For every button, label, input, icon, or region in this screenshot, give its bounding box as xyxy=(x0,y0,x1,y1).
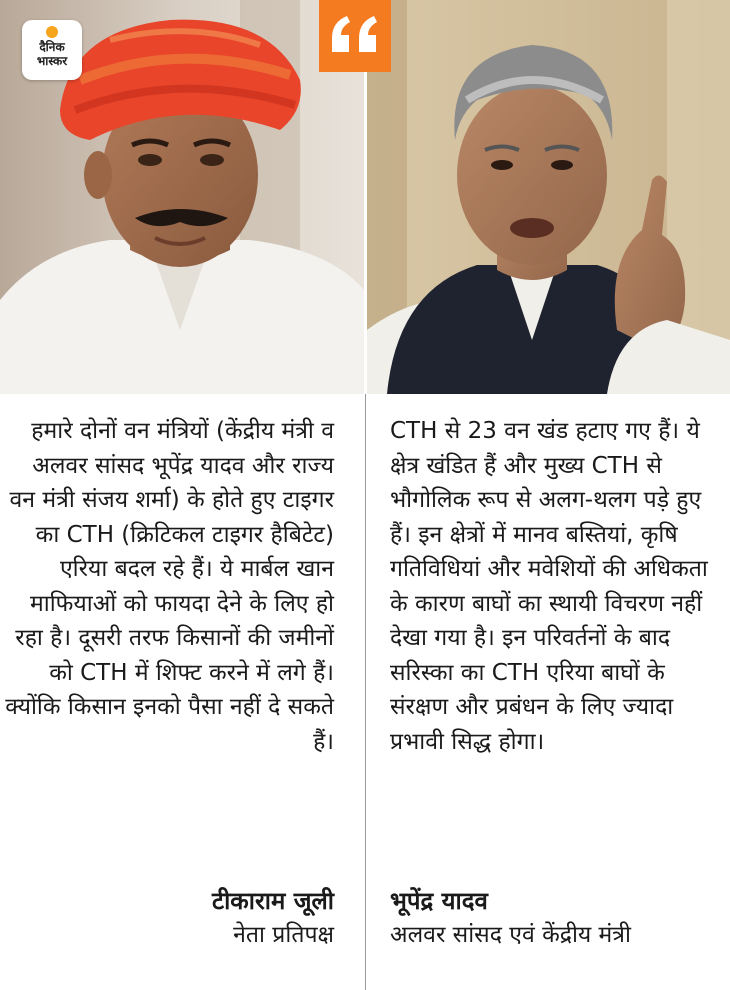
speaker-role-right: अलवर सांसद एवं केंद्रीय मंत्री xyxy=(390,922,631,948)
logo-text: दैनिक भास्कर xyxy=(36,40,68,68)
dainik-bhaskar-logo xyxy=(22,20,82,80)
photo-bhupender-yadav xyxy=(367,0,730,394)
quote-left: हमारे दोनों वन मंत्रियों (केंद्रीय मंत्री व अलवर सांसद भूपेंद्र यादव और राज्य वन मंत्री संजय शर्मा) के होते हुए टाइगर का CTH (क्रिटिकल टाइगर हैबिटेट) एरिया बदल रहे हैं। ये मार्बल खान माफियाओं को फायदा देने के लिए हो रहा है। दूसरी तरफ किसानों की जमीनों को CTH में शिफ्ट करने में लगे हैं। क्योंकि किसान इनको पैसा नहीं दे सकते हैं। xyxy=(5,418,334,755)
speaker-name-left: टीकाराम जूली xyxy=(212,887,334,915)
column-divider xyxy=(365,394,366,990)
quote-right: CTH से 23 वन खंड हटाए गए हैं। ये क्षेत्र खंडित हैं और मुख्य CTH से भौगोलिक रूप से अलग-थलग पड़े हुए हैं। इन क्षेत्रों में मानव बस्तियां, कृषि गतिविधियां और मवेशियों की अधिकता के कारण बाघों का स्थायी विचरण नहीं देखा गया है। इन परिवर्तनों के बाद सरिस्का का CTH एरिया बाघों के संरक्षण और प्रबंधन के लिए ज्यादा प्रभावी सिद्ध होगा। xyxy=(390,418,708,755)
speaker-name-right: भूपेंद्र यादव xyxy=(390,887,488,915)
quote-badge xyxy=(319,0,391,72)
speaker-role-left: नेता प्रतिपक्ष xyxy=(233,922,334,948)
sun-icon xyxy=(46,26,58,38)
quote-mark-icon xyxy=(319,0,391,72)
